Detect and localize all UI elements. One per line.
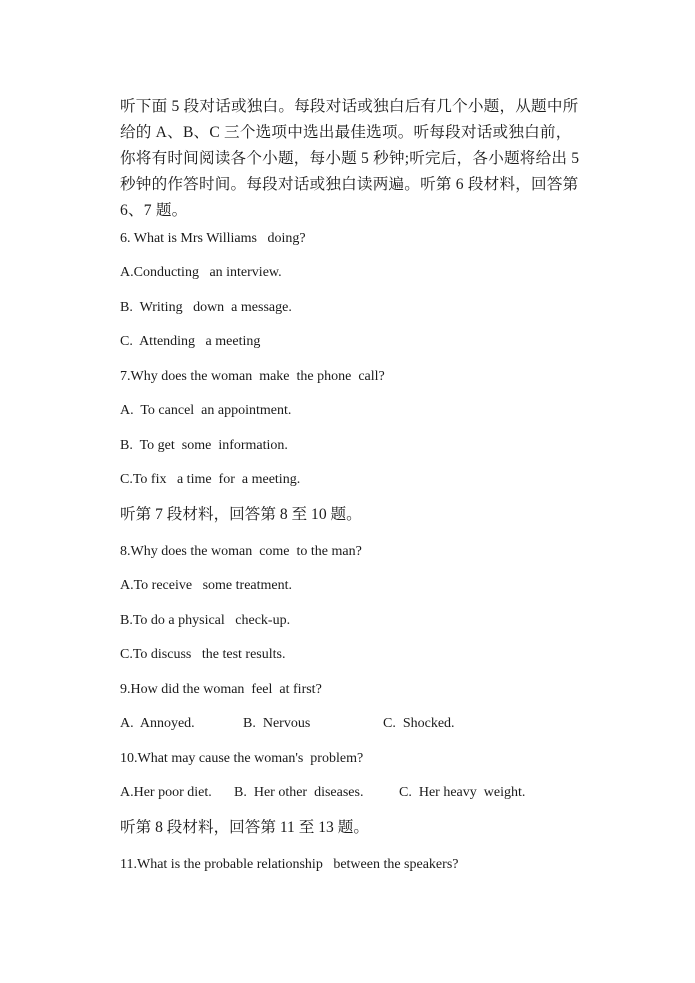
question-10-options	[120, 784, 580, 802]
question-9: 9.How did the woman feel at first?	[120, 682, 322, 697]
question-10-option-c: C. Her heavy weight.	[399, 785, 526, 800]
question-8: 8.Why does the woman come to the man?	[120, 544, 362, 559]
question-9-options	[120, 715, 580, 733]
question-9-option-c: C. Shocked.	[383, 716, 455, 731]
question-8-option-b: B.To do a physical check-up.	[120, 613, 291, 628]
section-7-heading: 听第 7 段材料，回答第 8 至 10 题。	[120, 506, 362, 523]
question-9-option-a: A. Annoyed.	[120, 716, 195, 731]
question-7-option-c: C.To fix a time for a meeting.	[120, 472, 301, 487]
question-10-option-b: B. Her other diseases.	[234, 785, 364, 800]
question-11: 11.What is the probable relationship between the speakers?	[120, 857, 459, 872]
question-10: 10.What may cause the woman's problem?	[120, 751, 364, 766]
question-6: 6. What is Mrs Williams doing?	[120, 231, 306, 246]
question-9-option-b: B. Nervous	[243, 716, 311, 731]
instructions-paragraph: 听下面 5 段对话或独白。每段对话或独白后有几个小题，从题中所给的 A、B、C 三个选项中选出最佳选项。听每段对话或独白前，你将有时间阅读各个小题，每小题 5 秒钟;听完后，各小题将给出 5 秒钟的作答时间。每段对话或独白读两遍。听第 6 段材料，回答第 6、7 题。	[120, 98, 580, 219]
section-8-heading: 听第 8 段材料，回答第 11 至 13 题。	[120, 819, 369, 836]
question-8-option-a: A.To receive some treatment.	[120, 578, 293, 593]
question-7-option-b: B. To get some information.	[120, 438, 288, 453]
question-7: 7.Why does the woman make the phone call?	[120, 369, 385, 384]
question-7-option-a: A. To cancel an appointment.	[120, 403, 292, 418]
question-10-option-a: A.Her poor diet.	[120, 785, 212, 800]
question-8-option-c: C.To discuss the test results.	[120, 647, 286, 662]
question-6-option-c: C. Attending a meeting	[120, 334, 261, 349]
question-6-option-b: B. Writing down a message.	[120, 300, 292, 315]
question-6-option-a: A.Conducting an interview.	[120, 265, 282, 280]
